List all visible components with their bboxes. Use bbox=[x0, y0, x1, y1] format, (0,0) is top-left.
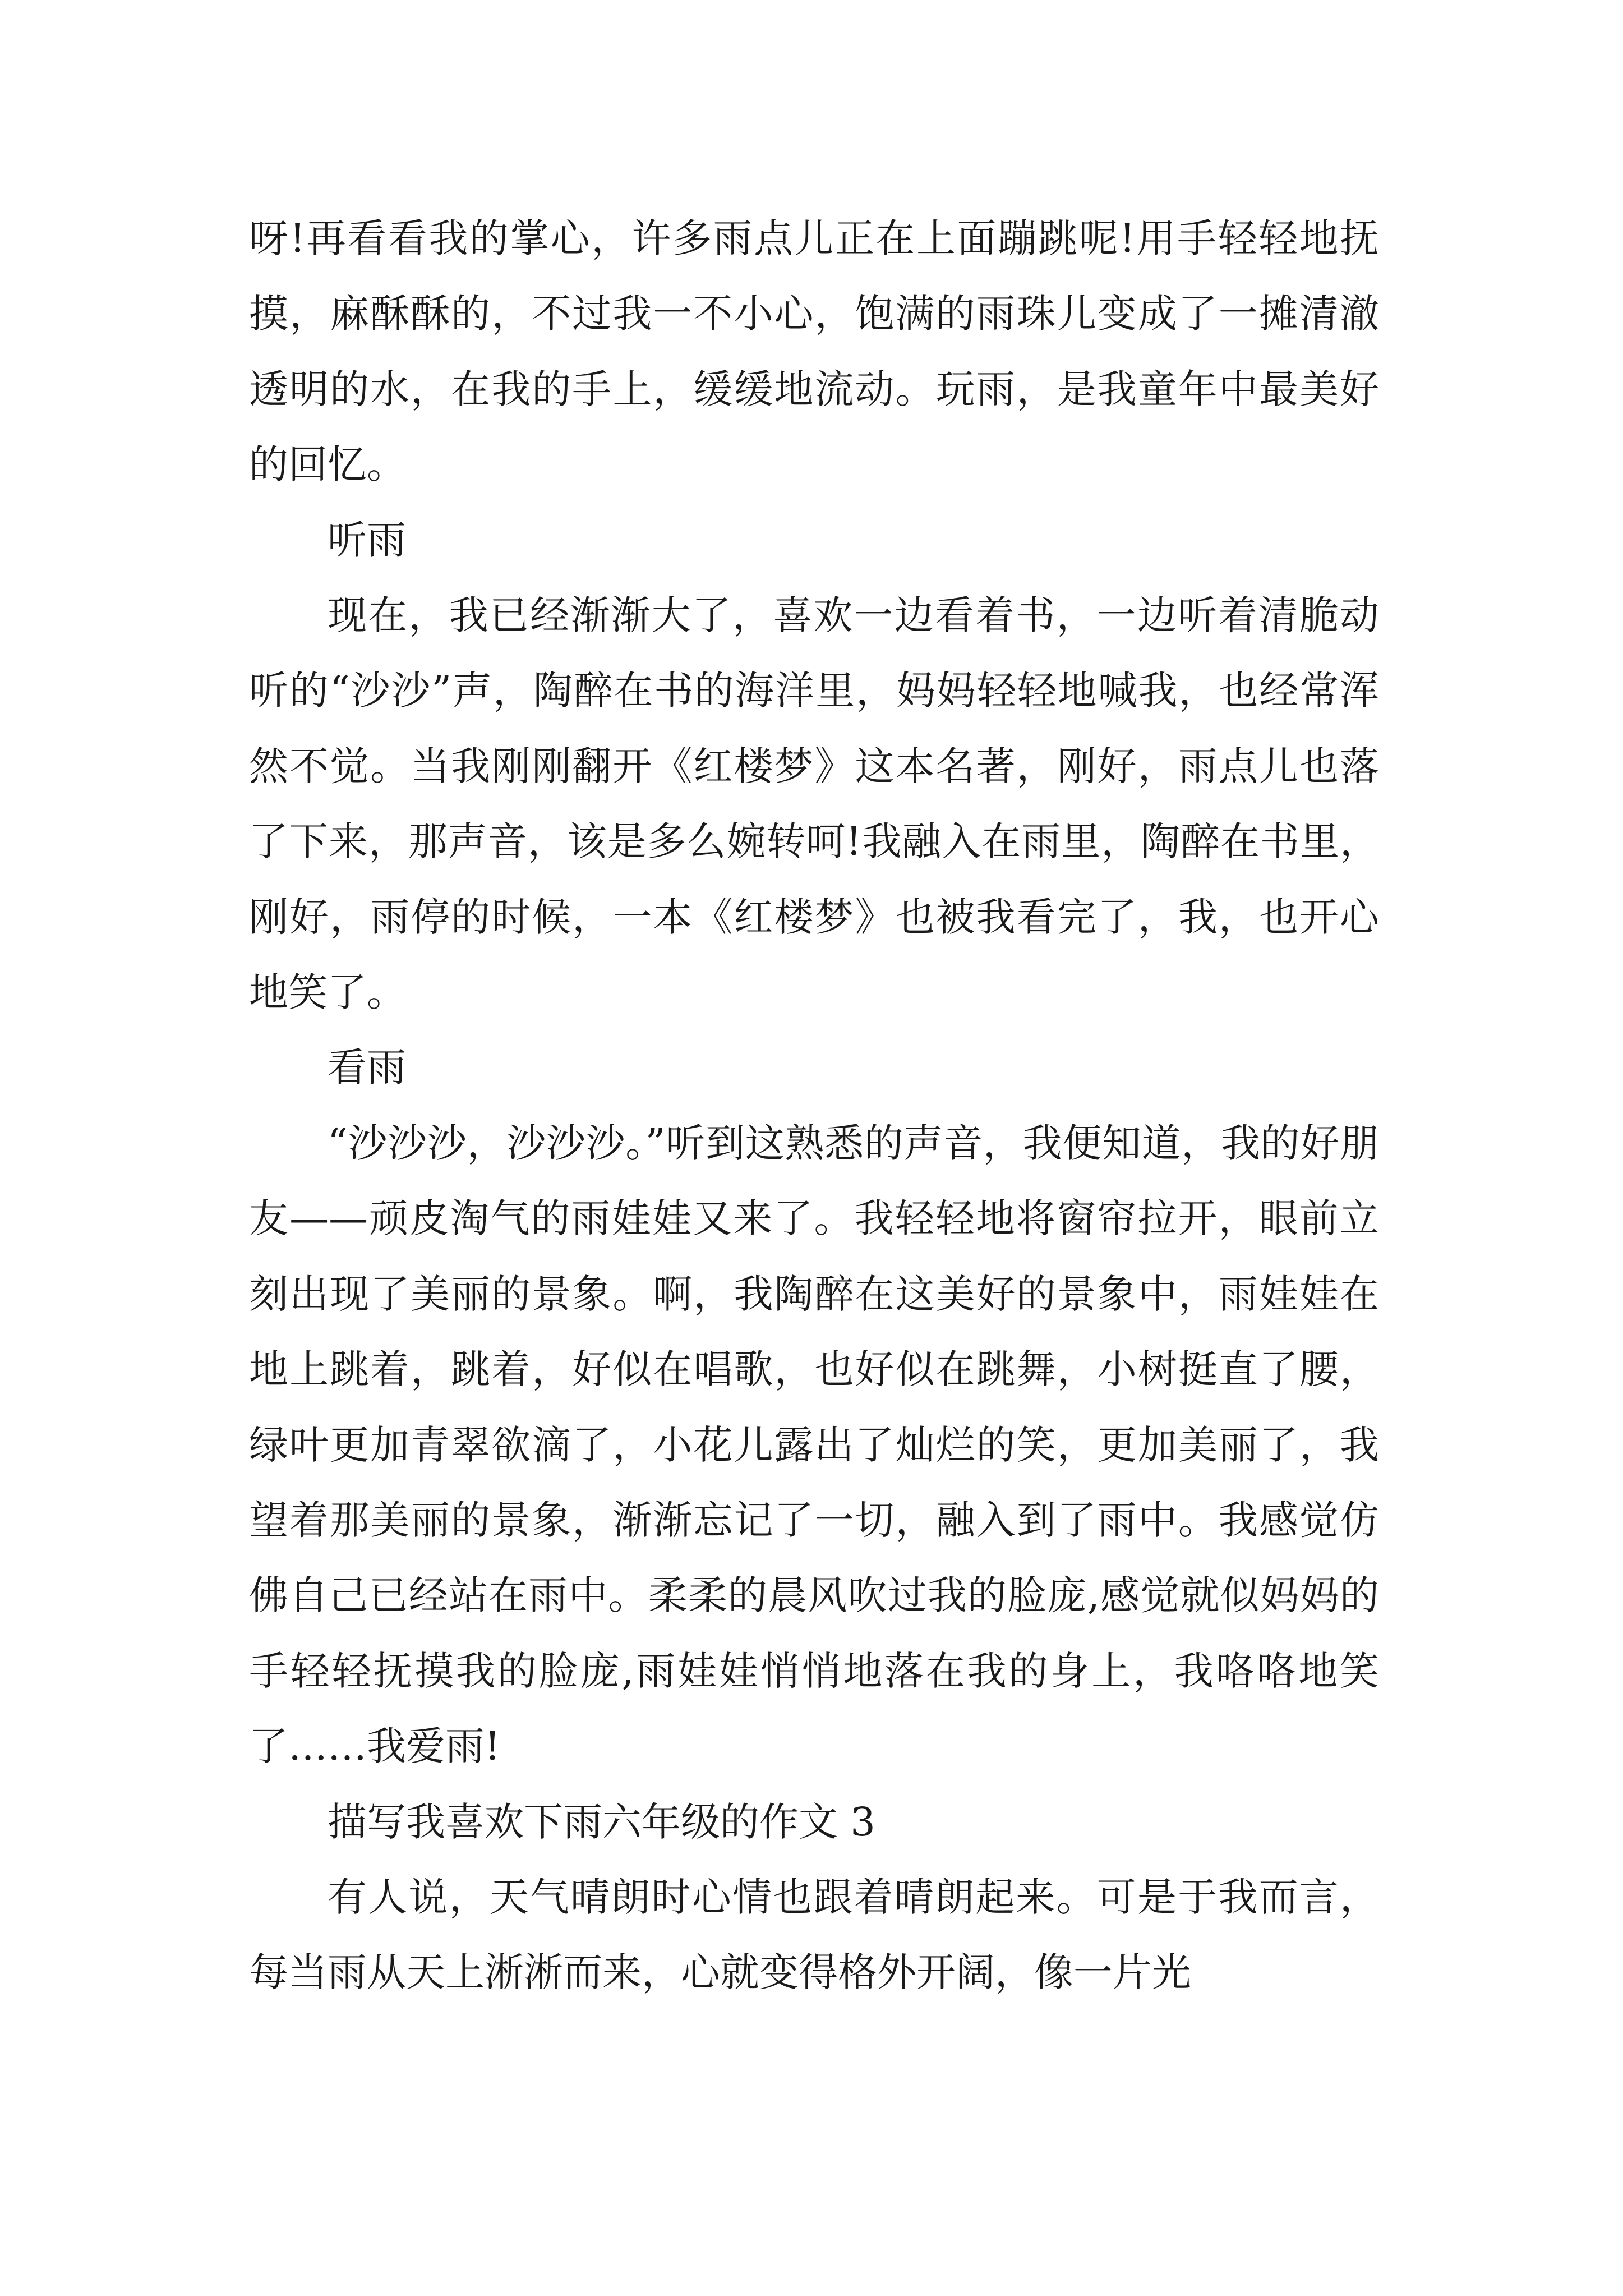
section-heading-watch-rain: 看雨 bbox=[328, 1045, 406, 1091]
paragraph-watch-rain: “沙沙沙，沙沙沙。”听到这熟悉的声音，我便知道，我的好朋友——顽皮淘气的雨娃娃又来了。我轻轻地将窗帘拉开，眼前立刻出现了美丽的景象。啊，我陶醉在这美好的景象中，雨娃娃在地上跳着，跳着，好似在唱歌，也好似在跳舞，小树挺直了腰，绿叶更加青翠欲滴了，小花儿露出了灿烂的笑，更加美丽了，我望着那美丽的景象，渐渐忘记了一切，融入到了雨中。我感觉仿佛自己已经站在雨中。柔柔的晨风吹过我的脸庞,感觉就似妈妈的手轻轻抚摸我的脸庞,雨娃娃悄悄地落在我的身上，我咯咯地笑了……我爱雨! bbox=[249, 1120, 1379, 1770]
paragraph-listen-rain: 现在，我已经渐渐大了，喜欢一边看着书，一边听着清脆动听的“沙沙”声，陶醉在书的海洋里，妈妈轻轻地喊我，也经常浑然不觉。当我刚刚翻开《红楼梦》这本名著，刚好，雨点儿也落了下来，那声音，该是多么婉转呵!我融入在雨里，陶醉在书里，刚好，雨停的时候，一本《红楼梦》也被我看完了，我，也开心地笑了。 bbox=[249, 592, 1379, 1016]
document-body bbox=[249, 201, 1379, 2010]
section-heading-listen-rain: 听雨 bbox=[328, 517, 406, 563]
essay-title-3: 描写我喜欢下雨六年级的作文 3 bbox=[328, 1798, 875, 1845]
paragraph-rain-play-memory: 呀!再看看我的掌心，许多雨点儿正在上面蹦跳呢!用手轻轻地抚摸，麻酥酥的，不过我一不小心，饱满的雨珠儿变成了一摊清澈透明的水，在我的手上，缓缓地流动。玩雨，是我童年中最美好的回忆。 bbox=[249, 215, 1379, 488]
paragraph-essay-3-intro: 有人说，天气晴朗时心情也跟着晴朗起来。可是于我而言，每当雨从天上淅淅而来，心就变得格外开阔，像一片光 bbox=[249, 1874, 1379, 1996]
